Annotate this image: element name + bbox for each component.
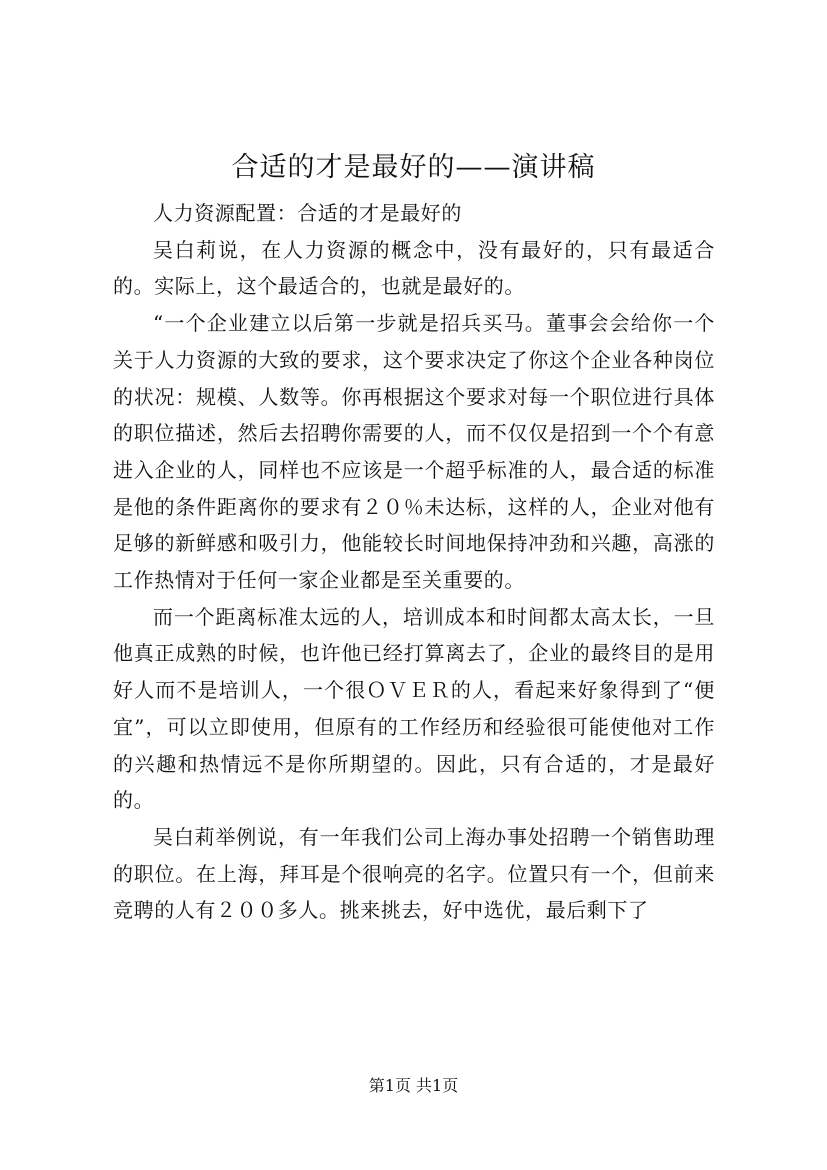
document-title: 合适的才是最好的——演讲稿 [231, 152, 596, 183]
paragraph: 而一个距离标准太远的人，培训成本和时间都太高太长，一旦他真正成熟的时候，也许他已经打算离去了，企业的最终目的是用好人而不是培训人，一个很ＯＶＥＲ的人，看起来好象得到了“便宜”，可以立即使用，但原有的工作经历和经验很可能使他对工作的兴趣和热情远不是你所期望的。因此，只有合适的，才是最好的。 [113, 604, 715, 813]
page-footer: 第1页 共1页 [368, 1076, 459, 1095]
paragraph: “一个企业建立以后第一步就是招兵买马。董事会会给你一个关于人力资源的大致的要求，这个要求决定了你这个企业各种岗位的状况：规模、人数等。你再根据这个要求对每一个职位进行具体的职位描述，然后去招聘你需要的人，而不仅仅是招到一个个有意进入企业的人，同样也不应该是一个超乎标准的人，最合适的标准是他的条件距离你的要求有２０％未达标，这样的人，企业对他有足够的新鲜感和吸引力，他能较长时间地保持冲劲和兴趣，高涨的工作热情对于任何一家企业都是至关重要的。 [113, 311, 715, 593]
paragraph: 吴白莉说，在人力资源的概念中，没有最好的，只有最适合的。实际上，这个最适合的，也就是最好的。 [113, 237, 715, 299]
paragraph: 吴白莉举例说，有一年我们公司上海办事处招聘一个销售助理的职位。在上海，拜耳是个很响亮的名字。位置只有一个，但前来竞聘的人有２００多人。挑来挑去，好中选优，最后剩下了 [113, 824, 715, 923]
paragraph-subtitle: 人力资源配置：合适的才是最好的 [153, 201, 462, 225]
document-body [113, 195, 715, 929]
